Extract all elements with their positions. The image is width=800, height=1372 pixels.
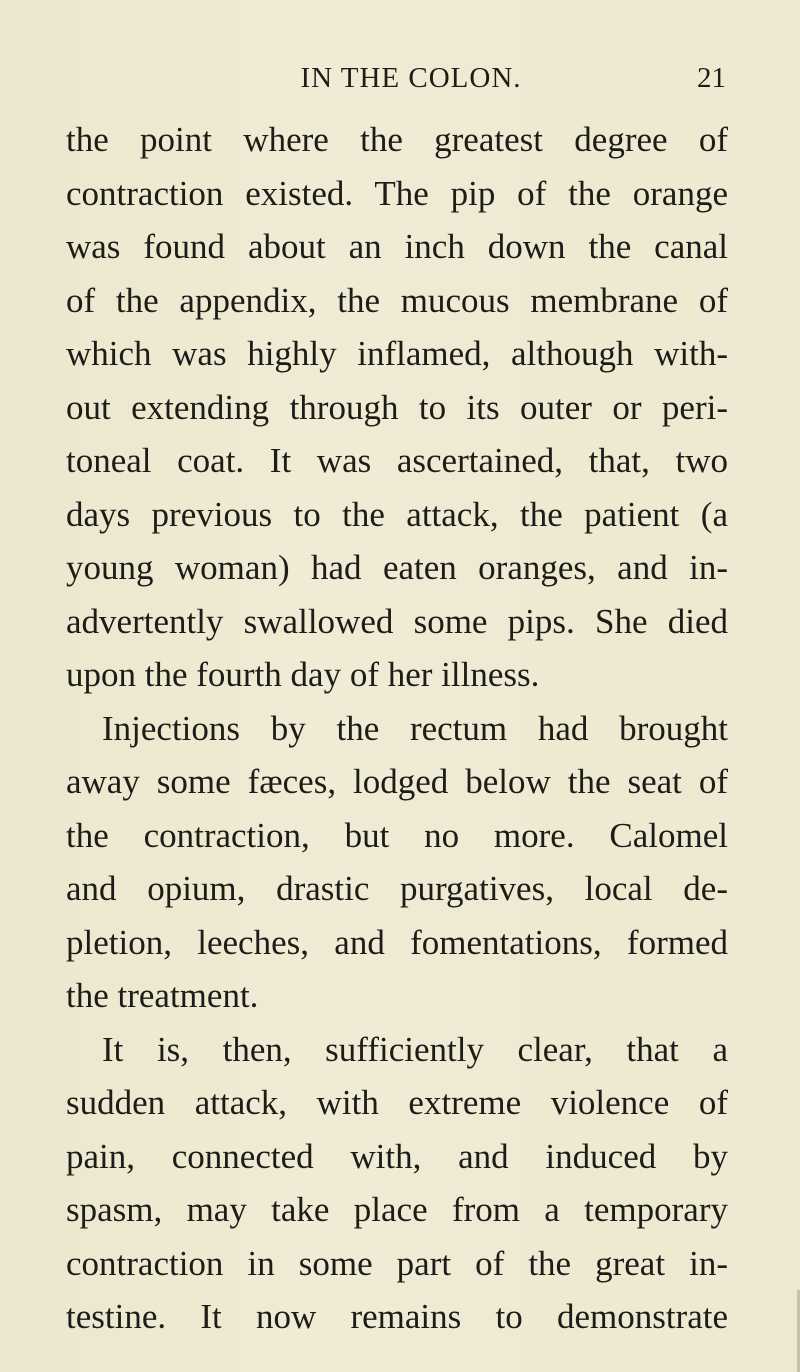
text-line: days previous to the attack, the patient (a xyxy=(66,494,728,534)
running-head xyxy=(66,62,726,102)
text-line: advertently swallowed some pips. She died xyxy=(66,601,728,641)
text-line: upon the fourth day of her illness. xyxy=(66,655,540,694)
text-line: toneal coat. It was ascertained, that, two xyxy=(66,441,728,480)
text-line: out extending through to its outer or peri- xyxy=(66,387,728,427)
page-number: 21 xyxy=(697,62,726,94)
text-line: the treatment. xyxy=(66,976,259,1015)
text-line: was found about an inch down the canal xyxy=(66,227,728,266)
body-text xyxy=(66,113,728,1344)
text-line: of the appendix, the mucous membrane of xyxy=(66,280,728,320)
text-line: pain, connected with, and induced by xyxy=(66,1136,728,1176)
text-line: pletion, leeches, and fomentations, formed xyxy=(66,922,728,962)
text-line: and opium, drastic purgatives, local de- xyxy=(66,869,728,908)
text-line: spasm, may take place from a temporary xyxy=(66,1190,728,1229)
text-line: which was highly inflamed, although with- xyxy=(66,334,728,373)
text-line: contraction existed. The pip of the orange xyxy=(66,173,728,213)
text-line: the contraction, but no more. Calomel xyxy=(66,815,728,855)
running-head-title: IN THE COLON. xyxy=(300,62,522,94)
text-line: testine. It now remains to demonstrate xyxy=(66,1297,728,1336)
text-line: young woman) had eaten oranges, and in- xyxy=(66,548,728,587)
text-line: It is, then, sufficiently clear, that a xyxy=(102,1029,728,1069)
text-line: the point where the greatest degree of xyxy=(66,120,728,159)
text-line: Injections by the rectum had brought xyxy=(102,708,728,748)
text-line: sudden attack, with extreme violence of xyxy=(66,1083,728,1122)
text-line: away some fæces, lodged below the seat of xyxy=(66,762,728,801)
text-line: contraction in some part of the great in- xyxy=(66,1243,728,1283)
